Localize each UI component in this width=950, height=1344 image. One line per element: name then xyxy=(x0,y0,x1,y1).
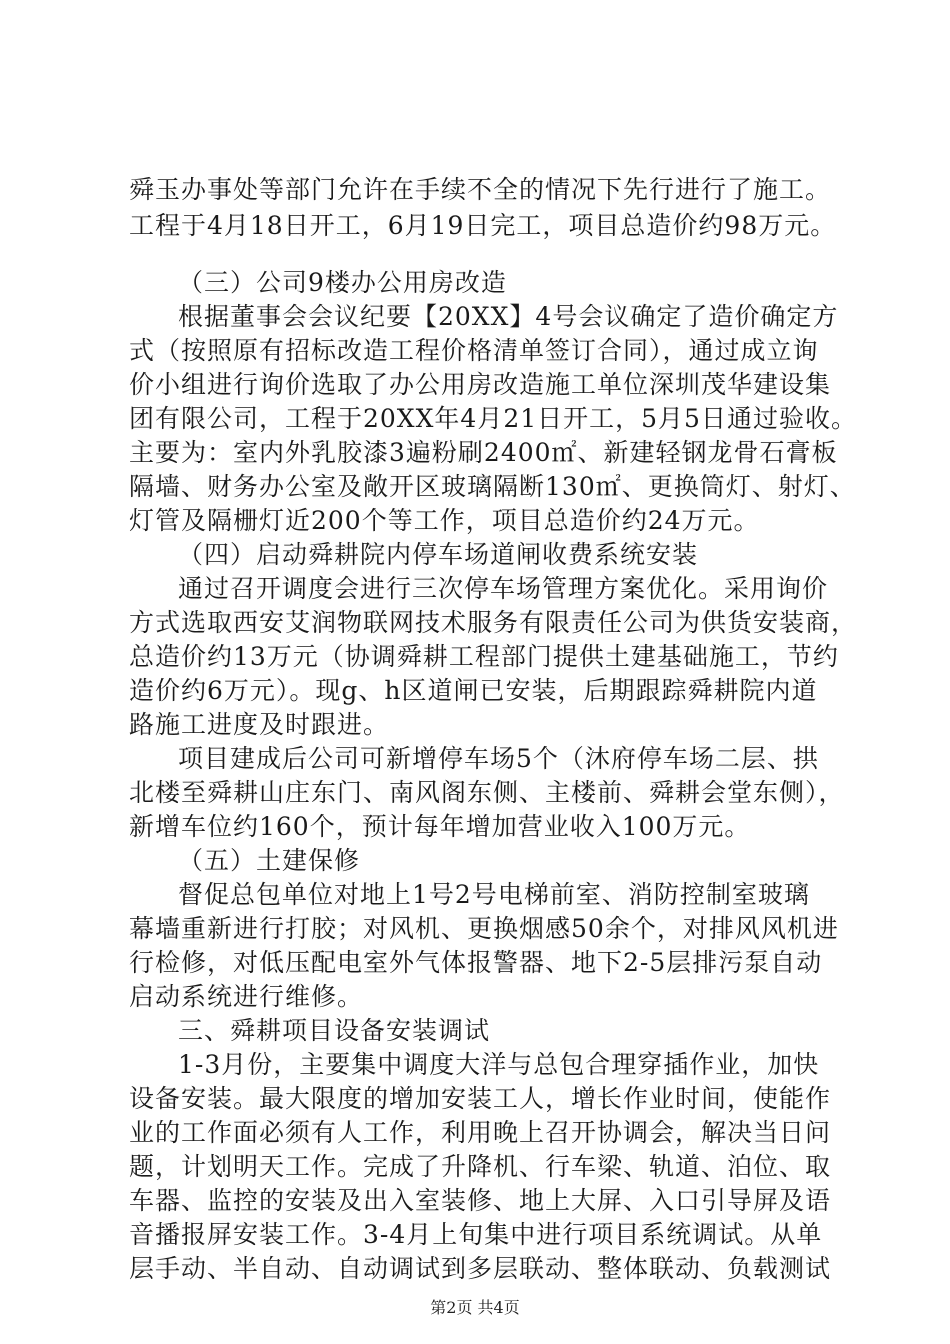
body-line: 1-3月份，主要集中调度大洋与总包合理穿插作业，加快 xyxy=(178,1050,820,1079)
body-line: 启动系统进行维修。 xyxy=(129,982,364,1011)
body-line: 主要为：室内外乳胶漆3遍粉刷2400㎡、新建轻钢龙骨石膏板 xyxy=(129,438,838,467)
body-line: 总造价约13万元（协调舜耕工程部门提供土建基础施工，节约 xyxy=(129,642,839,671)
body-line: 层手动、半自动、自动调试到多层联动、整体联动、负载测试 xyxy=(129,1254,832,1283)
body-line: 式（按照原有招标改造工程价格清单签订合同），通过成立询 xyxy=(129,336,819,365)
body-line: 项目建成后公司可新增停车场5个（沐府停车场二层、拱 xyxy=(178,744,819,773)
body-line: 舜玉办事处等部门允许在手续不全的情况下先行进行了施工。 xyxy=(129,175,832,204)
body-line: 行检修，对低压配电室外气体报警器、地下2-5层排污泵自动 xyxy=(129,948,823,977)
body-line: 工程于4月18日开工，6月19日完工，项目总造价约98万元。 xyxy=(129,211,837,240)
body-line: 通过召开调度会进行三次停车场管理方案优化。采用询价 xyxy=(178,574,829,603)
section-heading: （五）土建保修 xyxy=(178,846,361,875)
page-footer: 第2页 共4页 xyxy=(430,1298,520,1317)
body-line: 方式选取西安艾润物联网技术服务有限责任公司为供货安装商， xyxy=(129,608,858,637)
body-line: 新增车位约160个，预计每年增加营业收入100万元。 xyxy=(129,812,751,841)
body-line: 北楼至舜耕山庄东门、南风阁东侧、主楼前、舜耕会堂东侧）， xyxy=(129,778,845,807)
section-heading: （四）启动舜耕院内停车场道闸收费系统安装 xyxy=(178,540,699,569)
body-line: 设备安装。最大限度的增加安装工人，增长作业时间，使能作 xyxy=(129,1084,832,1113)
body-line: 幕墙重新进行打胶；对风机、更换烟感50余个，对排风风机进 xyxy=(129,914,839,943)
body-line: 车器、监控的安装及出入室装修、地上大屏、入口引导屏及语 xyxy=(129,1186,832,1215)
body-line: 造价约6万元）。现g、h区道闸已安装，后期跟踪舜耕院内道 xyxy=(129,676,818,705)
section-heading: 三、舜耕项目设备安装调试 xyxy=(178,1016,491,1045)
body-line: 隔墙、财务办公室及敞开区玻璃隔断130㎡、更换筒灯、射灯、 xyxy=(129,472,856,501)
body-line: 价小组进行询价选取了办公用房改造施工单位深圳茂华建设集 xyxy=(129,370,832,399)
body-line: 督促总包单位对地上1号2号电梯前室、消防控制室玻璃 xyxy=(178,880,810,909)
body-line: 团有限公司，工程于20XX年4月21日开工，5月5日通过验收。 xyxy=(129,404,857,433)
body-line: 业的工作面必须有人工作，利用晚上召开协调会，解决当日问 xyxy=(129,1118,832,1147)
body-line: 根据董事会会议纪要【20XX】4号会议确定了造价确定方 xyxy=(178,302,839,331)
section-heading: （三）公司9楼办公用房改造 xyxy=(178,268,507,297)
body-line: 音播报屏安装工作。3-4月上旬集中进行项目系统调试。从单 xyxy=(129,1220,823,1249)
body-line: 路施工进度及时跟进。 xyxy=(129,710,390,739)
body-line: 灯管及隔栅灯近200个等工作，项目总造价约24万元。 xyxy=(129,506,760,535)
body-line: 题，计划明天工作。完成了升降机、行车梁、轨道、泊位、取 xyxy=(129,1152,832,1181)
